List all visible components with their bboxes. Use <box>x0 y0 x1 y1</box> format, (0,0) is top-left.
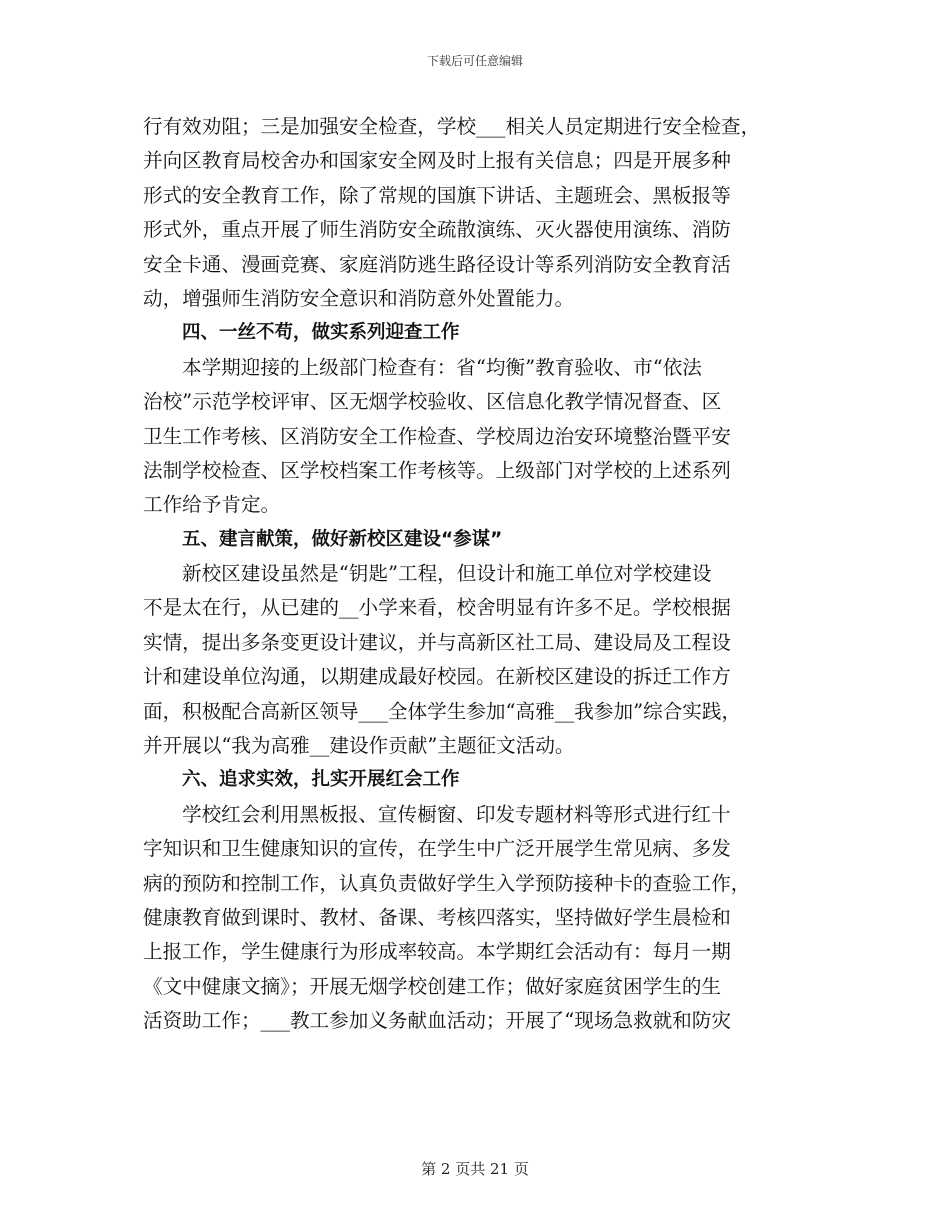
section-heading: 四、一丝不苟，做实系列迎查工作 <box>182 322 460 344</box>
paragraph-line: 卫生工作考核、区消防安全工作检查、学校周边治安环境整治暨平安 <box>143 424 731 448</box>
paragraph-line: 学校红会利用黑板报、宣传橱窗、印发专题材料等形式进行红十 <box>182 802 731 826</box>
paragraph-line: 上报工作，学生健康行为形成率较高。本学期红会活动有：每月一期 <box>143 940 731 964</box>
paragraph-line: 不是太在行，从已建的__小学来看，校舍明显有许多不足。学校根据 <box>143 596 731 620</box>
document-body <box>143 110 813 1039</box>
paragraph-line: 动，增强师生消防安全意识和消防意外处置能力。 <box>143 286 575 310</box>
paragraph-line: 《文中健康文摘》；开展无烟学校创建工作；做好家庭贫困学生的生 <box>143 974 722 998</box>
section-heading: 五、建言献策，做好新校区建设“参谋” <box>182 528 503 550</box>
paragraph-line: 健康教育做到课时、教材、备课、考核四落实，坚持做好学生晨检和 <box>143 905 731 929</box>
paragraph-line: 形式外，重点开展了师生消防安全疏散演练、灭火器使用演练、消防 <box>143 218 731 242</box>
paragraph-line: 病的预防和控制工作，认真负责做好学生入学预防接种卡的查验工作， <box>143 871 751 895</box>
paragraph-line: 法制学校检查、区学校档案工作考核等。上级部门对学校的上述系列 <box>143 458 731 482</box>
paragraph-line: 实情，提出多条变更设计建议，并与高新区社工局、建设局及工程设 <box>143 630 731 654</box>
paragraph-line: 行有效劝阻；三是加强安全检查，学校___相关人员定期进行安全检查， <box>143 115 761 138</box>
paragraph-line: 本学期迎接的上级部门检查有：省“均衡”教育验收、市“依法 <box>182 355 702 379</box>
paragraph-line: 并开展以“我为高雅__建设作贡献”主题征文活动。 <box>143 734 575 758</box>
paragraph-line: 字知识和卫生健康知识的宣传，在学生中广泛开展学生常见病、多发 <box>143 837 731 861</box>
paragraph-line: 工作给予肯定。 <box>143 493 281 517</box>
paragraph-line: 计和建设单位沟通，以期建成最好校园。在新校区建设的拆迁工作方 <box>143 665 731 689</box>
paragraph-line: 并向区教育局校舍办和国家安全网及时上报有关信息；四是开展多种 <box>143 149 731 173</box>
paragraph-line: 新校区建设虽然是“钥匙”工程，但设计和施工单位对学校建设 <box>182 562 712 586</box>
paragraph-line: 面，积极配合高新区领导___全体学生参加“高雅__我参加”综合实践， <box>143 699 742 723</box>
page-header: 下载后可任意编辑 <box>426 54 523 68</box>
paragraph-line: 安全卡通、漫画竞赛、家庭消防逃生路径设计等系列消防安全教育活 <box>143 252 731 276</box>
section-heading: 六、追求实效，扎实开展红会工作 <box>182 769 460 791</box>
paragraph-line: 形式的安全教育工作，除了常规的国旗下讲话、主题班会、黑板报等 <box>143 183 731 207</box>
paragraph-line: 治校”示范学校评审、区无烟学校验收、区信息化教学情况督查、区 <box>143 390 722 414</box>
paragraph-line: 活资助工作；___教工参加义务献血活动；开展了“现场急救就和防灾 <box>143 1009 732 1033</box>
page-footer: 第 2 页共 21 页 <box>421 1160 529 1178</box>
